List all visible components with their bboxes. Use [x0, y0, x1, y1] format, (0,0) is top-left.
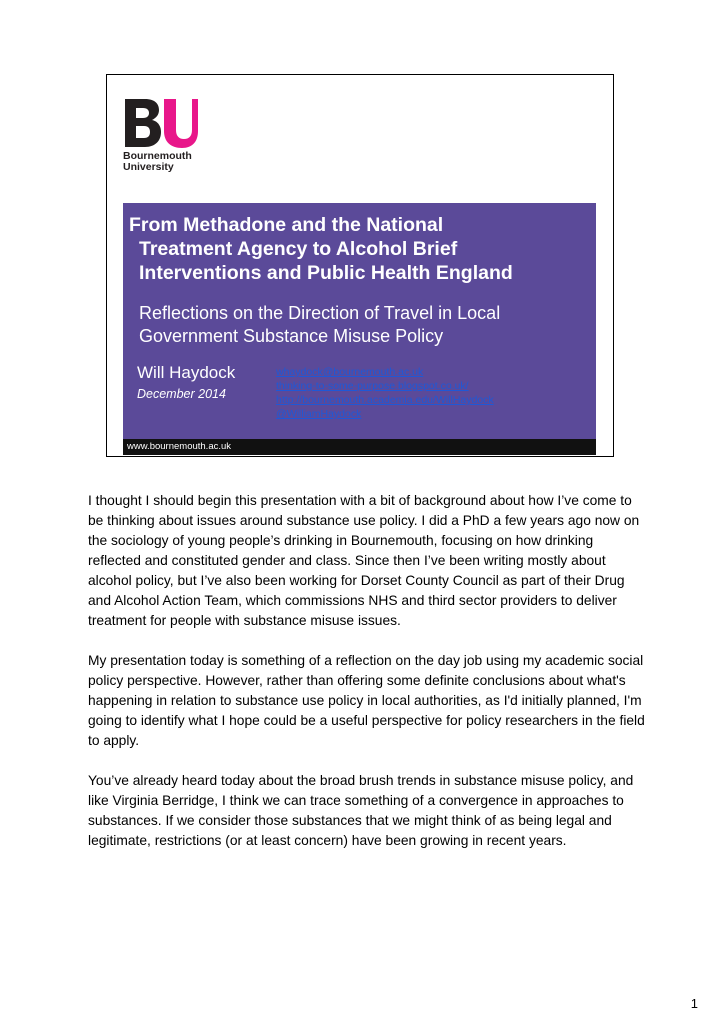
- title-line: From Methadone and the National: [129, 214, 444, 236]
- title-line: Treatment Agency to Alcohol Brief: [139, 238, 458, 260]
- logo-wordmark: [123, 151, 192, 173]
- twitter-link[interactable]: @WilliamHaydock: [276, 408, 362, 420]
- notes-paragraph: You’ve already heard today about the broad brush trends in substance misuse policy, and like Virginia Berridge, I think we can trace something of a convergence in approaches to substances. If we consider those substances that we might think of as being legal and legitimate, restrictions (or at least concern) have been growing in recent years.: [88, 773, 634, 848]
- slide-footer-url: www.bournemouth.ac.uk: [127, 441, 232, 452]
- logo-line-2: University: [123, 161, 174, 173]
- bournemouth-university-logo: [123, 97, 199, 173]
- bu-logo-mark: [123, 97, 199, 149]
- subtitle-line: Reflections on the Direction of Travel in Local: [139, 303, 501, 323]
- academia-link[interactable]: http://bournemouth.academia.edu/WillHaydock: [276, 394, 494, 406]
- notes-paragraph: I thought I should begin this presentation with a bit of background about how I’ve come to be thinking about issues around substance use policy. I did a PhD a few years ago now on the sociology of young people’s drinking in Bournemouth, focusing on how drinking reflected and constituted gender and class. Since then I’ve been writing mostly about alcohol policy, but I’ve also been working for Dorset County Council as part of their Drug and Alcohol Action Team, which commissions NHS and third sector providers to deliver treatment for people with substance misuse issues.: [88, 493, 640, 628]
- slide-subtitle: [139, 302, 500, 348]
- email-link[interactable]: whaydock@bournemouth.ac.uk: [276, 366, 424, 378]
- subtitle-line: Government Substance Misuse Policy: [139, 326, 444, 346]
- page-number: 1: [690, 996, 698, 1011]
- notes-paragraph: My presentation today is something of a reflection on the day job using my academic social policy perspective. However, rather than offering some definite conclusions about what's happening in relation to substance use policy in local authorities, as I'd initially planned, I'm going to identify what I hope could be a useful perspective for policy researchers in the field to apply.: [88, 653, 645, 748]
- title-line: Interventions and Public Health England: [139, 262, 513, 284]
- presentation-date: December 2014: [137, 387, 226, 401]
- contact-links: [276, 365, 494, 421]
- author-name: Will Haydock: [137, 363, 236, 382]
- speaker-notes: [88, 491, 648, 871]
- slide-title: [129, 213, 513, 285]
- blog-link[interactable]: thinking-to-some-purpose.blogspot.co.uk/: [276, 380, 469, 392]
- logo-line-1: Bournemouth: [123, 150, 192, 162]
